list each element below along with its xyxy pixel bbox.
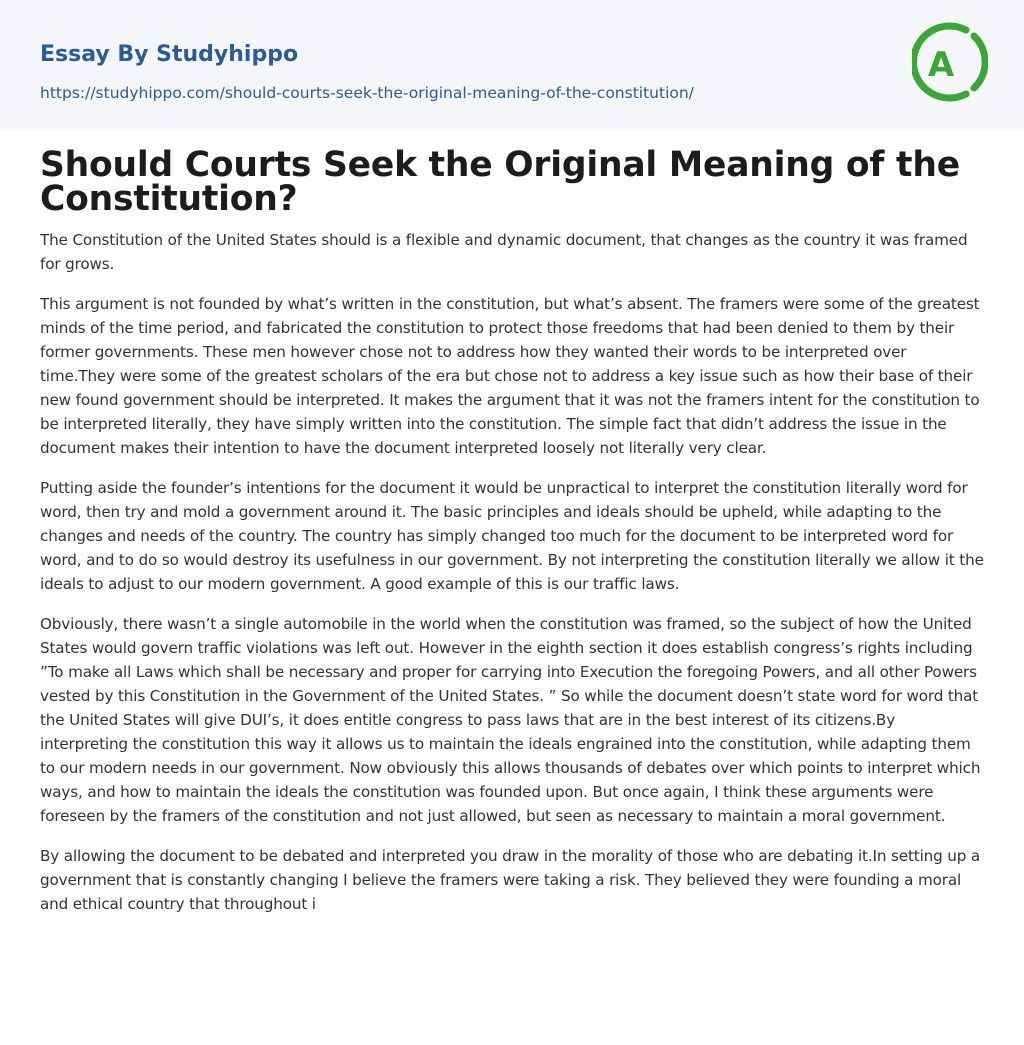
essay-paragraph-2: This argument is not founded by what’s written in the constitution, but what’s absent. The framers were some of the greatest minds of the time period, and fabricated the constitution to protect those freedoms that had been denied to them by their former governments. These men however chose not to address how they wanted their words to be interpreted over time.They were some of the greatest scholars of the era but chose not to address a key issue such as how their base of their new found government should be interpreted. It makes the argument that it was not the framers intent for the constitution to be interpreted literally, they have simply written into the constitution. The simple fact that didn’t address the issue in the document makes their intention to have the document interpreted loosely not literally very clear.: [40, 295, 980, 457]
logo-letter: A: [927, 45, 955, 85]
essay-paragraph-5: By allowing the document to be debated and interpreted you draw in the morality of those who are debating it.In setting up a government that is constantly changing I believe the framers were taking a risk. They believed they were founding a moral and ethical country that throughout i: [40, 847, 981, 913]
essay-paragraph-3: Putting aside the founder’s intentions for the document it would be unpractical to interpret the constitution literally word for word, then try and mold a government around it. The basic principles and ideals should be upheld, while adapting to the changes and needs of the country. The country has simply changed too much for the document to be interpreted word for word, and to do so would destroy its usefulness in our government. By not interpreting the constitution literally we allow it the ideals to adjust to our modern government. A good example of this is our traffic laws.: [40, 479, 984, 593]
article-body: [40, 145, 984, 932]
essay-title: Should Courts Seek the Original Meaning of the Constitution?: [40, 145, 960, 219]
essay-paragraph-4: Obviously, there wasn’t a single automobile in the world when the constitution was framed, so the subject of how the United States would govern traffic violations was left out. However in the eighth section it does establish congress’s rights including ”To make all Laws which shall be necessary and proper for carrying into Execution the foregoing Powers, and all other Powers vested by this Constitution in the Government of the United States. ” So while the document doesn’t state word for word that the United States will give DUI’s, it does entitle congress to pass laws that are in the best interest of its citizens.By interpreting the constitution this way it allows us to maintain the ideals engrained into the constitution, while adapting them to our modern needs in our government. Now obviously this allows thousands of debates over which points to interpret which ways, and how to maintain the ideals the constitution was founded upon. But once again, I think these arguments were foreseen by the framers of the constitution and not just allowed, but seen as necessary to maintain a moral government.: [40, 615, 981, 825]
essay-url-link[interactable]: https://studyhippo.com/should-courts-seek-the-original-meaning-of-the-constitution/: [40, 84, 694, 102]
studyhippo-logo-icon[interactable]: [912, 18, 988, 106]
site-brand[interactable]: Essay By Studyhippo: [40, 42, 299, 67]
essay-paragraph-1: The Constitution of the United States should is a flexible and dynamic document, that changes as the country it was framed for grows.: [40, 231, 968, 273]
site-header: [0, 0, 1024, 129]
